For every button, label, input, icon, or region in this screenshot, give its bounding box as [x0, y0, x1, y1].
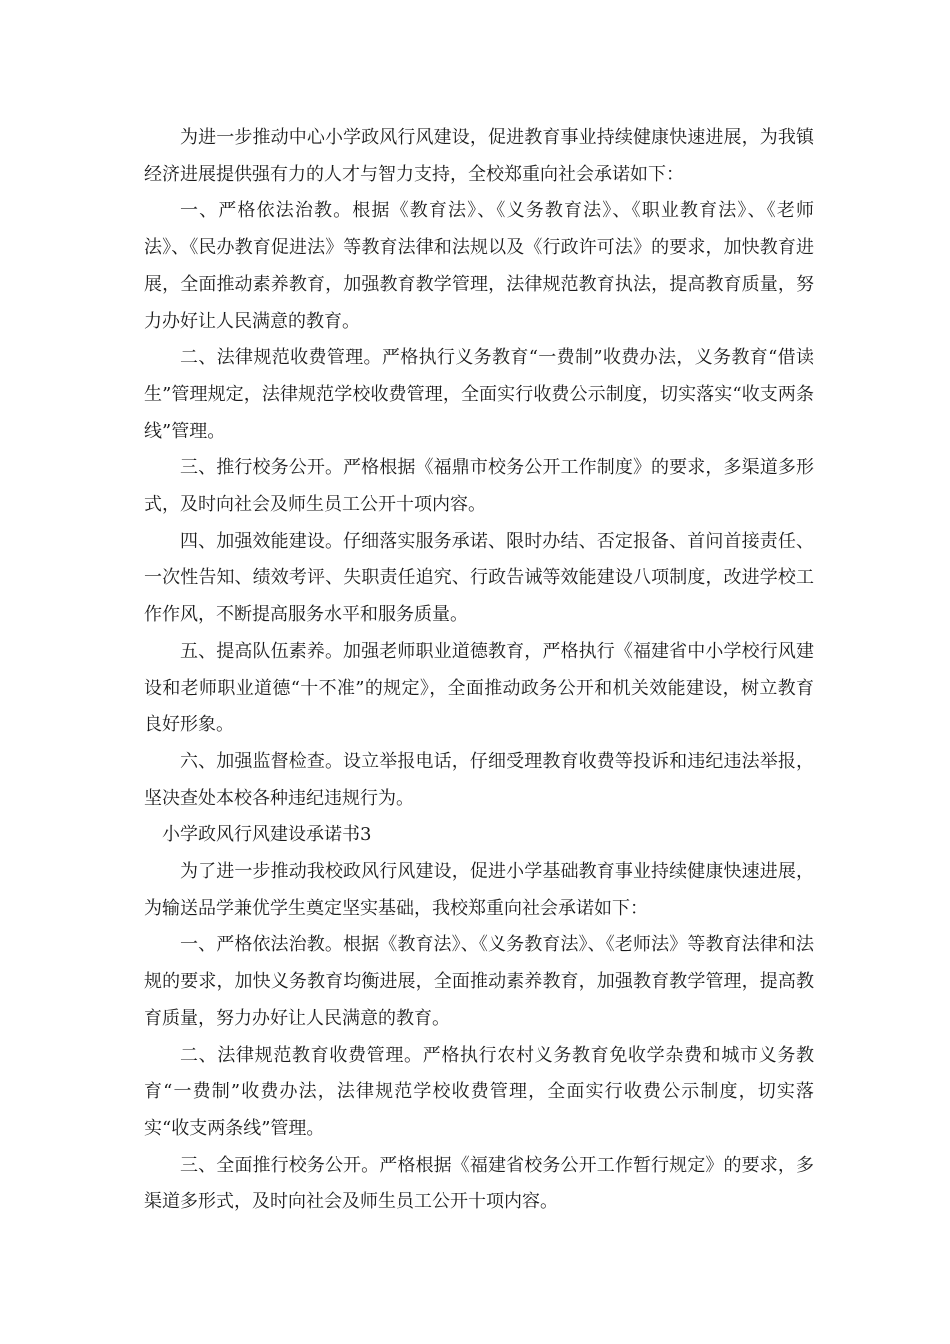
paragraph-2-item-2: 二、法律规范教育收费管理。严格执行农村义务教育免收学杂费和城市义务教育“一费制”收费办法，法律规范学校收费管理，全面实行收费公示制度，切实落实“收支两条线”管理。 [144, 1044, 814, 1139]
paragraph-item-3: 三、推行校务公开。严格根据《福鼎市校务公开工作制度》的要求，多渠道多形式，及时向社会及师生员工公开十项内容。 [144, 457, 814, 516]
paragraph-intro: 为进一步推动中心小学政风行风建设，促进教育事业持续健康快速进展，为我镇经济进展提供强有力的人才与智力支持，全校郑重向社会承诺如下： [144, 127, 814, 185]
paragraph-item-6: 六、加强监督检查。设立举报电话，仔细受理教育收费等投诉和违纪违法举报，坚决查处本校各种违纪违规行为。 [144, 750, 814, 809]
paragraph-intro-2: 为了进一步推动我校政风行风建设，促进小学基础教育事业持续健康快速进展，为输送品学兼优学生奠定坚实基础，我校郑重向社会承诺如下： [144, 861, 814, 919]
paragraph-2-item-3: 三、全面推行校务公开。严格根据《福建省校务公开工作暂行规定》的要求，多渠道多形式，及时向社会及师生员工公开十项内容。 [144, 1154, 814, 1213]
paragraph-item-5: 五、提高队伍素养。加强老师职业道德教育，严格执行《福建省中小学校行风建设和老师职业道德“十不准”的规定》，全面推动政务公开和机关效能建设，树立教育良好形象。 [144, 640, 814, 736]
paragraph-2-item-1: 一、严格依法治教。根据《教育法》、《义务教育法》、《老师法》等教育法律和法规的要求，加快义务教育均衡进展，全面推动素养教育，加强教育教学管理，提高教育质量，努力办好让人民满意的教育。 [144, 934, 814, 1029]
section-heading: 小学政风行风建设承诺书3 [162, 824, 372, 846]
paragraph-item-4: 四、加强效能建设。仔细落实服务承诺、限时办结、否定报备、首问首接责任、一次性告知、绩效考评、失职责任追究、行政告诫等效能建设八项制度，改进学校工作作风，不断提高服务水平和服务质量。 [144, 530, 814, 626]
paragraph-item-2: 二、法律规范收费管理。严格执行义务教育“一费制”收费办法，义务教育“借读生”管理规定，法律规范学校收费管理，全面实行收费公示制度，切实落实“收支两条线”管理。 [144, 347, 814, 442]
document-body [144, 120, 814, 1221]
paragraph-item-1: 一、严格依法治教。根据《教育法》、《义务教育法》、《职业教育法》、《老师法》、《民办教育促进法》等教育法律和法规以及《行政许可法》的要求，加快教育进展，全面推动素养教育，加强教育教学管理，法律规范教育执法，提高教育质量，努力办好让人民满意的教育。 [144, 200, 814, 332]
